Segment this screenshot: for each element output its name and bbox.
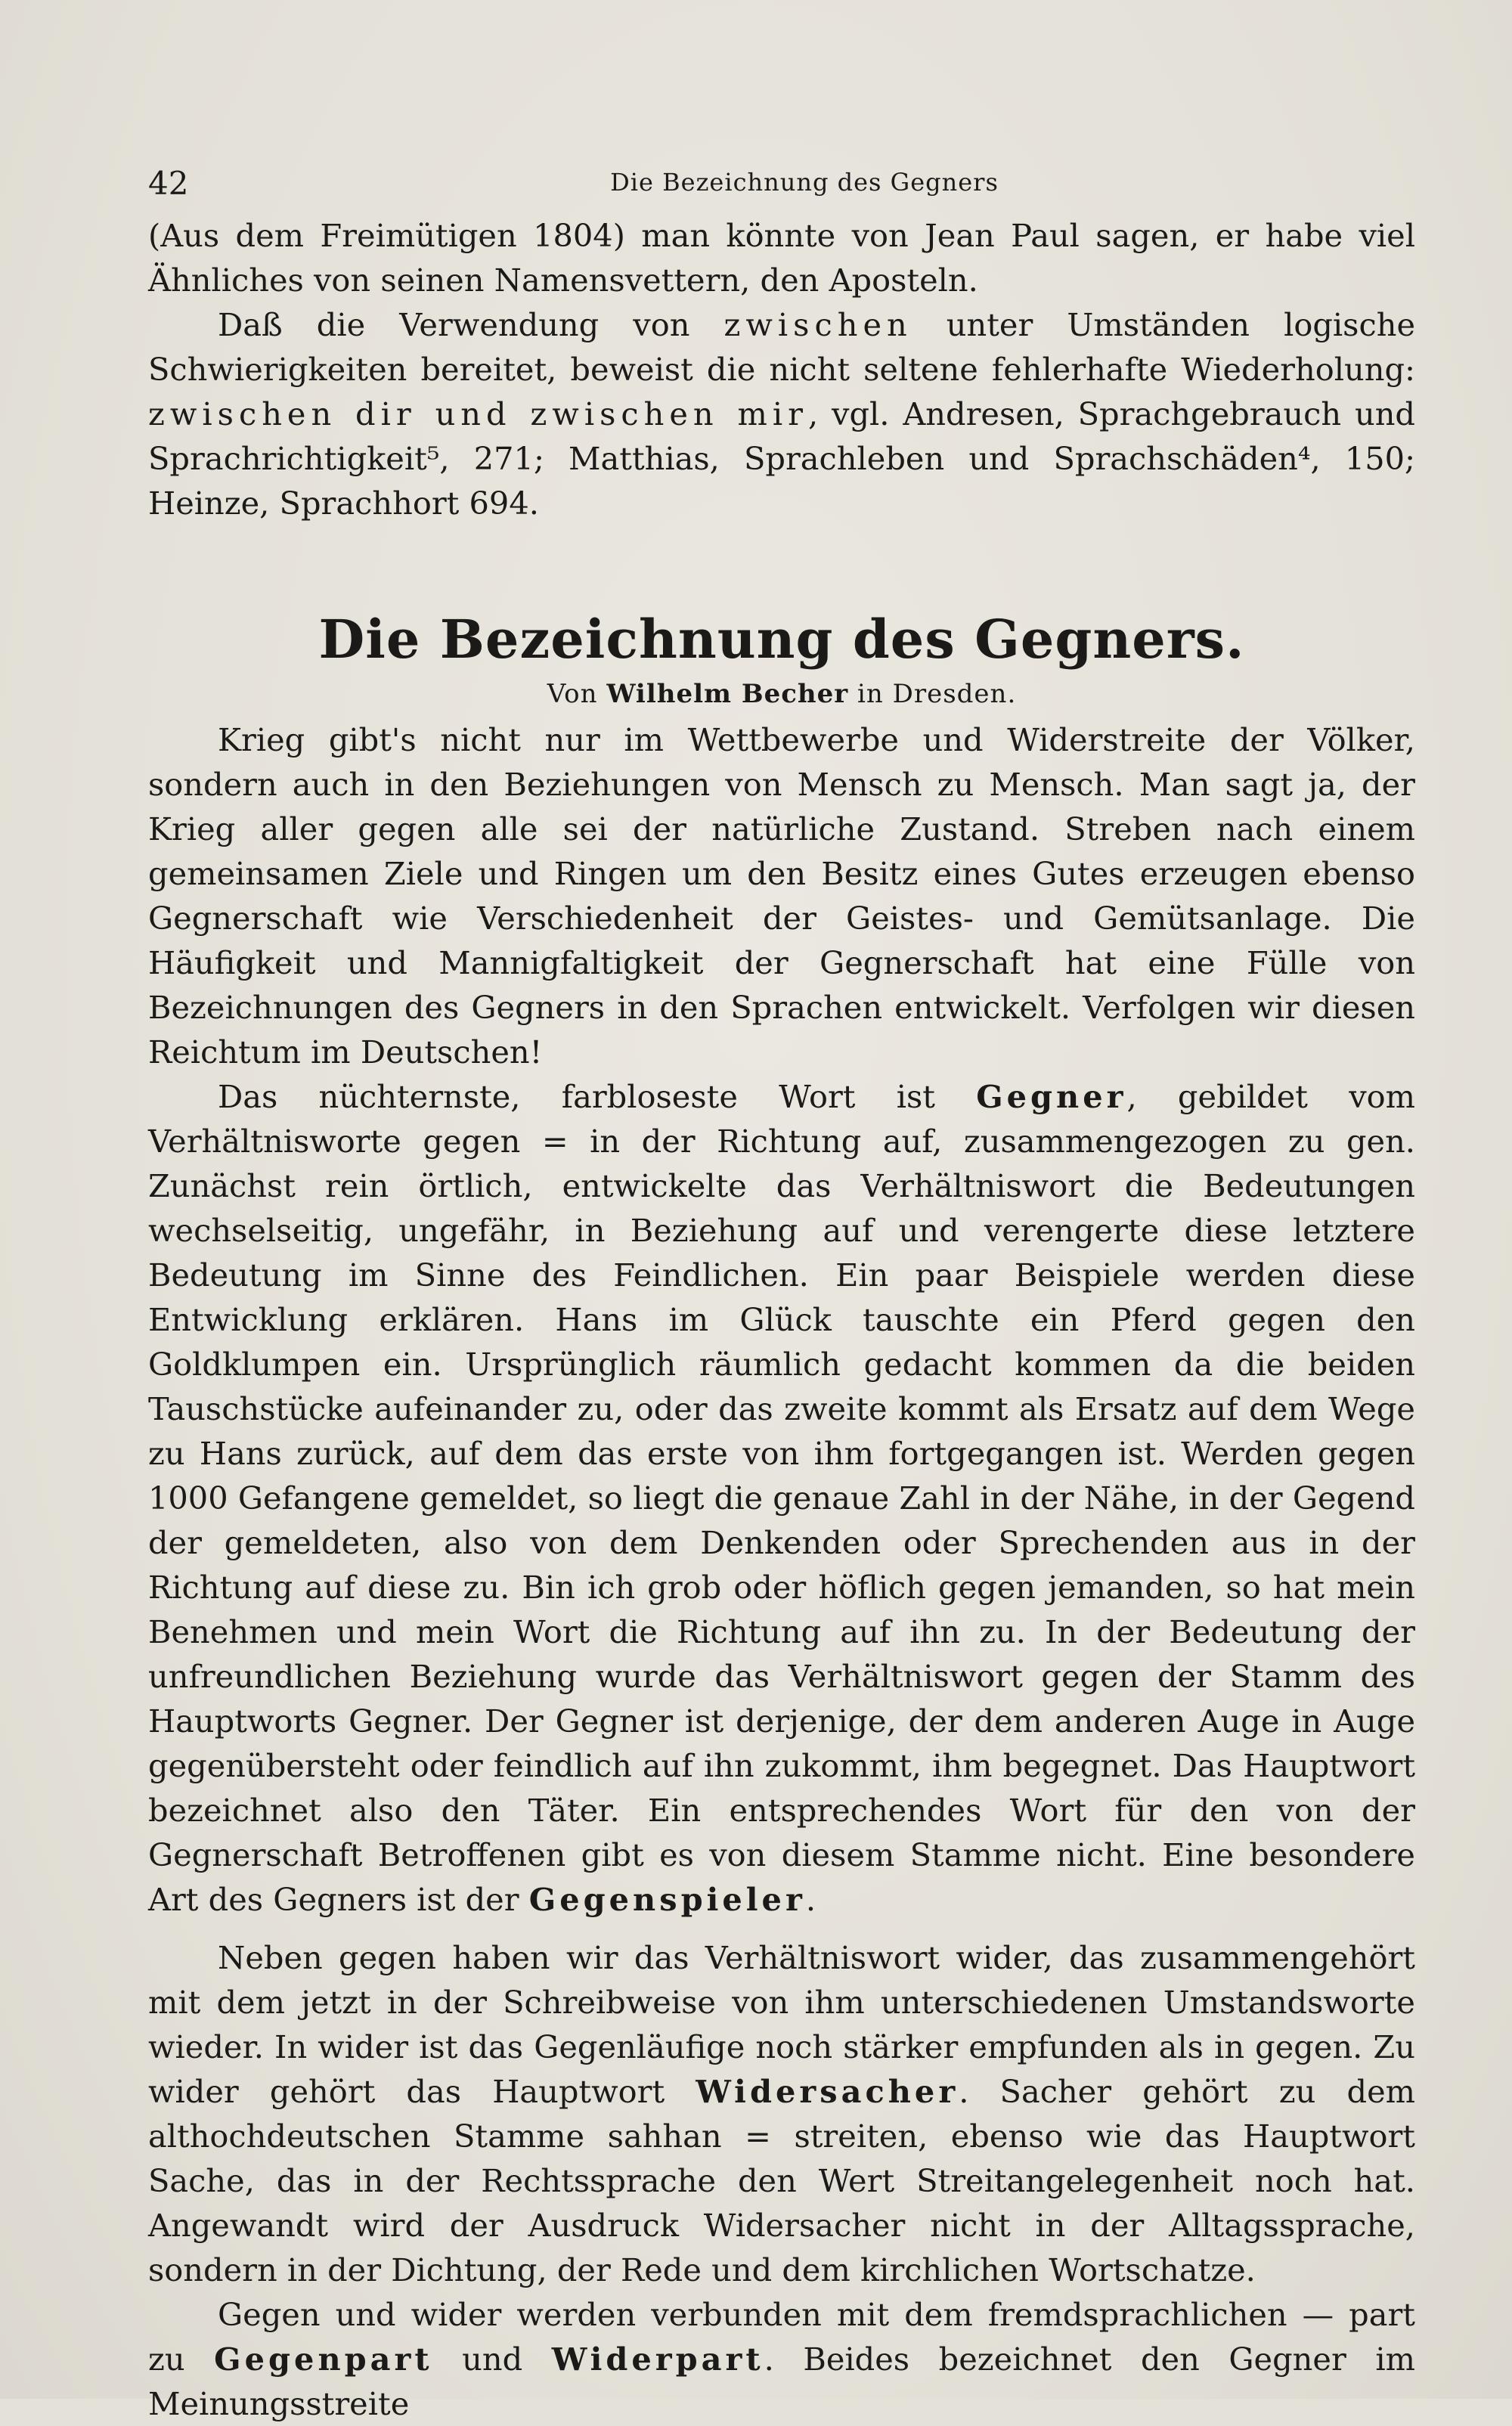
paragraph-part [148, 2292, 1415, 2426]
text-run: . [805, 1881, 816, 1918]
emphasis-gegenpart: Gegenpart [214, 2341, 433, 2378]
page-header [148, 165, 1415, 210]
text-run: unter Umständen logische Schwierigkeiten bereitet, beweist die nicht seltene fehlerhafte Wiederholung: [148, 306, 1416, 388]
text-run: Gegen und wider werden verbunden mit dem fremdsprachlichen — part zu [148, 2296, 1415, 2378]
paragraph-gegner [148, 1074, 1415, 1922]
text-run: Neben gegen haben wir das Verhältniswort wider, das zusammengehört mit dem jetzt in der Schreibweise von ihm unterschiedenen Umstandsworte wieder. In wider ist das Gegenläufige noch stärker empfunden als in gegen. Zu wider gehört das Hauptwort [148, 1939, 1415, 2110]
byline-author: Wilhelm Becher [606, 679, 849, 709]
text-run: und [432, 2341, 552, 2378]
paragraph-zwischen [148, 302, 1415, 525]
text-run: . Beides bezeichnet den Gegner im Meinungsstreite [148, 2341, 1415, 2422]
emphasis-widerpart: Widerpart [551, 2341, 764, 2378]
emphasis-gegenspieler: Gegenspieler [528, 1881, 806, 1918]
article-title: Die Bezeichnung des Gegners. [318, 608, 1245, 671]
byline-suffix: in Dresden. [857, 679, 1017, 709]
emphasis-zwischen: zwischen [723, 306, 912, 343]
page-number: 42 [148, 165, 189, 202]
page-body [148, 213, 1415, 2426]
paragraph-wider [148, 1935, 1415, 2292]
emphasis-zwischen-dir: zwischen dir und zwischen mir [148, 395, 808, 432]
text-run: , gebildet vom Verhältnisworte gegen = in der Richtung auf, zusammengezogen zu gen. Zunächst rein örtlich, entwickelte das Verhältniswort die Bedeutungen wechselseitig, ungefähr, in Beziehung auf und verengerte diese letztere Bedeutung im Sinne des Feindlichen. Ein paar Beispiele werden diese Entwicklung erklären. Hans im Glück tauschte ein Pferd gegen den Goldklumpen ein. Ursprünglich räumlich gedacht kommen da die beiden Tauschstücke aufeinander zu, oder das zweite kommt als Ersatz auf dem Wege zu Hans zurück, auf dem das erste von ihm fortgegangen ist. Werden gegen 1000 Gefangene gemeldet, so liegt die genaue Zahl in der Nähe, in der Gegend der gemeldeten, also von dem Denkenden oder Sprechenden aus in der Richtung auf diese zu. Bin ich grob oder höflich gegen jemanden, so hat mein Benehmen und mein Wort die Richtung auf ihn zu. In der Bedeutung der unfreundlichen Beziehung wurde das Verhältniswort gegen der Stamm des Hauptworts Gegner. Der Gegner ist derjenige, der dem anderen Auge in Auge gegenübersteht oder feindlich auf ihn zukommt, ihm begegnet. Das Hauptwort bezeichnet also den Täter. Ein entsprechendes Wort für den von der Gegnerschaft Betroffenen gibt es von diesem Stamme nicht. Eine besondere Art des Gegners ist der [148, 1078, 1415, 1918]
paragraph-continued [148, 213, 1415, 302]
text-run: , vgl. Andresen, Sprachgebrauch und Sprachrichtigkeit⁵, 271; Matthias, Sprachleben und Sprachschäden⁴, 150; Heinze, Sprachhort 694. [148, 395, 1415, 522]
byline-prefix: Von [547, 679, 598, 709]
text-run: Daß die Verwendung von [218, 306, 724, 343]
intro-text: (Aus dem Freimütigen 1804) man könnte von Jean Paul sagen, er habe viel Ähnliches von seinen Namensvettern, den Aposteln. [148, 217, 1415, 299]
text-run: Das nüchternste, farbloseste Wort ist [218, 1078, 977, 1115]
emphasis-gegner: Gegner [976, 1078, 1127, 1115]
byline [148, 674, 1415, 714]
text-run: . Sacher gehört zu dem althochdeutschen Stamme sahhan = streiten, ebenso wie das Hauptwort Sache, das in der Rechtssprache den Wert Streitangelegenheit noch hat. Angewandt wird der Ausdruck Widersacher nicht in der Alltagssprache, sondern in der Dichtung, der Rede und dem kirchlichen Wortschatze. [148, 2073, 1415, 2288]
running-head: Die Bezeichnung des Gegners [610, 168, 999, 197]
paragraph-krieg: Krieg gibt's nicht nur im Wettbewerbe und Widerstreite der Völker, sondern auch in den Beziehungen von Mensch zu Mensch. Man sagt ja, der Krieg aller gegen alle sei der natürliche Zustand. Streben nach einem gemeinsamen Ziele und Ringen um den Besitz eines Gutes erzeugen ebenso Gegnerschaft wie Verschiedenheit der Geistes- und Gemütsanlage. Die Häufigkeit und Mannigfaltigkeit der Gegnerschaft hat eine Fülle von Bezeichnungen des Gegners in den Sprachen entwickelt. Verfolgen wir diesen Reichtum im Deutschen! [148, 721, 1415, 1070]
emphasis-widersacher: Widersacher [696, 2073, 959, 2110]
